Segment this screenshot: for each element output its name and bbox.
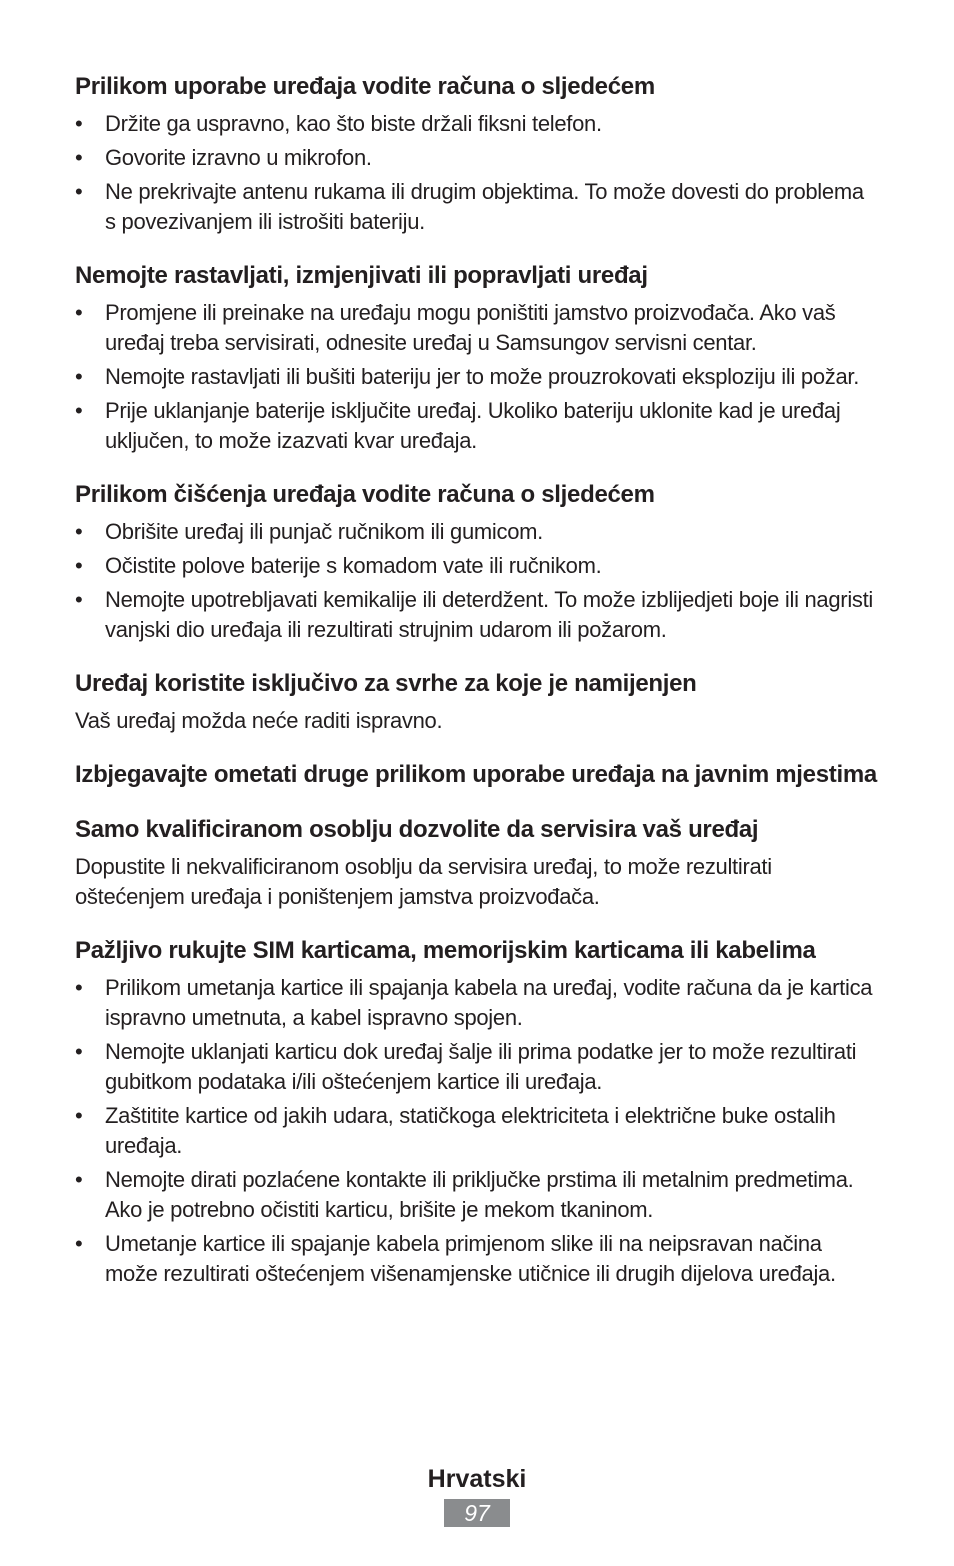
list-item: • Zaštitite kartice od jakih udara, statičkoga elektriciteta i električne buke ostalih uređaja.	[75, 1101, 880, 1161]
footer-language: Hrvatski	[427, 1465, 527, 1493]
list-item: • Ne prekrivajte antenu rukama ili drugim objektima. To može dovesti do problema s povezivanjem ili istrošiti bateriju.	[75, 177, 880, 237]
section-heading: Samo kvalificiranom osoblju dozvolite da servisira vaš uređaj	[75, 816, 759, 843]
list-item: • Obrišite uređaj ili punjač ručnikom ili gumicom.	[75, 517, 880, 547]
section-heading: Prilikom čišćenja uređaja vodite računa o sljedećem	[75, 481, 655, 508]
section-cards-cables	[75, 934, 880, 1289]
list-item: • Nemojte rastavljati ili bušiti bateriju jer to može prouzrokovati eksploziju ili požar.	[75, 362, 880, 392]
bullet-list	[75, 973, 880, 1289]
section-heading: Prilikom uporabe uređaja vodite računa o sljedećem	[75, 73, 655, 100]
section-public-places	[75, 758, 880, 791]
list-item: • Nemojte upotrebljavati kemikalije ili deterdžent. To može izblijedjeti boje ili nagristi vanjski dio uređaja ili rezultirati strujnim udarom ili požarom.	[75, 585, 880, 645]
list-item: • Umetanje kartice ili spajanje kabela primjenom slike ili na neipsravan načina može rezultirati oštećenjem višenamjenske utičnice ili drugih dijelova uređaja.	[75, 1229, 880, 1289]
page-number: 97	[444, 1499, 510, 1527]
section-heading: Nemojte rastavljati, izmjenjivati ili popravljati uređaj	[75, 262, 648, 289]
section-paragraph: Dopustite li nekvalificiranom osoblju da servisira uređaj, to može rezultirati oštećenjem uređaja i poništenjem jamstva proizvođača.	[75, 854, 772, 909]
section-cleaning	[75, 478, 880, 645]
section-heading: Pažljivo rukujte SIM karticama, memorijskim karticama ili kabelima	[75, 937, 816, 964]
list-item: • Očistite polove baterije s komadom vate ili ručnikom.	[75, 551, 880, 581]
list-item: • Prije uklanjanje baterije isključite uređaj. Ukoliko bateriju uklonite kad je uređaj uključen, to može izazvati kvar uređaja.	[75, 396, 880, 456]
section-heading: Uređaj koristite isključivo za svrhe za koje je namijenjen	[75, 670, 697, 697]
list-item: • Prilikom umetanja kartice ili spajanja kabela na uređaj, vodite računa da je kartica ispravno umetnuta, a kabel ispravno spojen.	[75, 973, 880, 1033]
list-item: • Promjene ili preinake na uređaju mogu poništiti jamstvo proizvođača. Ako vaš uređaj treba servisirati, odnesite uređaj u Samsungov servisni centar.	[75, 298, 880, 358]
section-intended-use	[75, 667, 880, 736]
bullet-list	[75, 298, 880, 456]
section-paragraph: Vaš uređaj možda neće raditi ispravno.	[75, 708, 443, 733]
list-item: • Govorite izravno u mikrofon.	[75, 143, 880, 173]
list-item: • Nemojte uklanjati karticu dok uređaj šalje ili prima podatke jer to može rezultirati gubitkom podataka i/ili oštećenjem kartice ili uređaja.	[75, 1037, 880, 1097]
section-heading: Izbjegavajte ometati druge prilikom uporabe uređaja na javnim mjestima	[75, 761, 877, 788]
document-body	[75, 70, 880, 1311]
page-footer	[0, 1462, 954, 1527]
section-usage	[75, 70, 880, 237]
section-no-disassembly	[75, 259, 880, 456]
bullet-list	[75, 109, 880, 237]
bullet-list	[75, 517, 880, 645]
list-item: • Nemojte dirati pozlaćene kontakte ili priključke prstima ili metalnim predmetima. Ako je potrebno očistiti karticu, brišite je mekom tkaninom.	[75, 1165, 880, 1225]
list-item: • Držite ga uspravno, kao što biste držali fiksni telefon.	[75, 109, 880, 139]
section-qualified-service	[75, 813, 880, 912]
